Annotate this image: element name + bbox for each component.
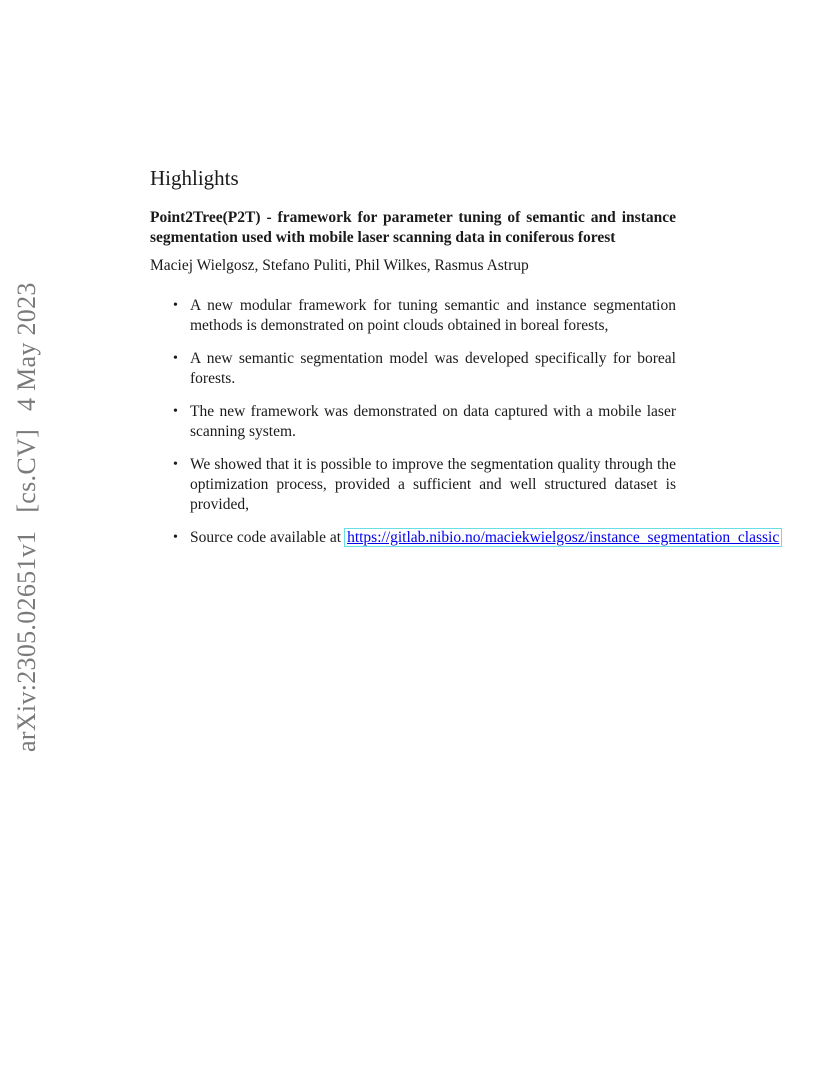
highlight-text: A new modular framework for tuning semantic and instance segmentation methods is demonstrated on point clouds obtained in boreal forests, [190,297,676,334]
highlight-text: We showed that it is possible to improve the segmentation quality through the optimization process, provided a sufficient and well structured dataset is provided, [190,456,676,513]
list-item [150,296,676,336]
source-code-prefix: Source code available at [190,529,342,546]
list-item [150,349,676,389]
arxiv-id: arXiv:2305.02651v1 [12,530,41,752]
bullet-icon: • [173,457,178,472]
list-item [150,455,676,515]
paper-authors: Maciej Wielgosz, Stefano Puliti, Phil Wilkes, Rasmus Astrup [150,257,529,274]
paper-title: Point2Tree(P2T) - framework for parameter tuning of semantic and instance segmentation used with mobile laser scanning data in coniferous forest [150,209,676,246]
arxiv-category: [cs.CV] [12,428,41,513]
bullet-icon: • [173,530,178,545]
list-item [150,402,676,442]
source-code-link[interactable]: https://gitlab.nibio.no/maciekwielgosz/instance_segmentation_classic [344,528,782,547]
bullet-icon: • [173,404,178,419]
bullet-icon: • [173,351,178,366]
arxiv-side-stamp [12,282,42,752]
section-heading: Highlights [150,166,239,190]
highlight-text: The new framework was demonstrated on data captured with a mobile laser scanning system. [190,403,676,440]
highlights-list [150,296,780,548]
list-item [150,528,780,548]
highlights-section [150,164,780,561]
arxiv-date: 4 May 2023 [12,282,41,411]
bullet-icon: • [173,298,178,313]
highlight-text: A new semantic segmentation model was developed specifically for boreal forests. [190,350,676,387]
